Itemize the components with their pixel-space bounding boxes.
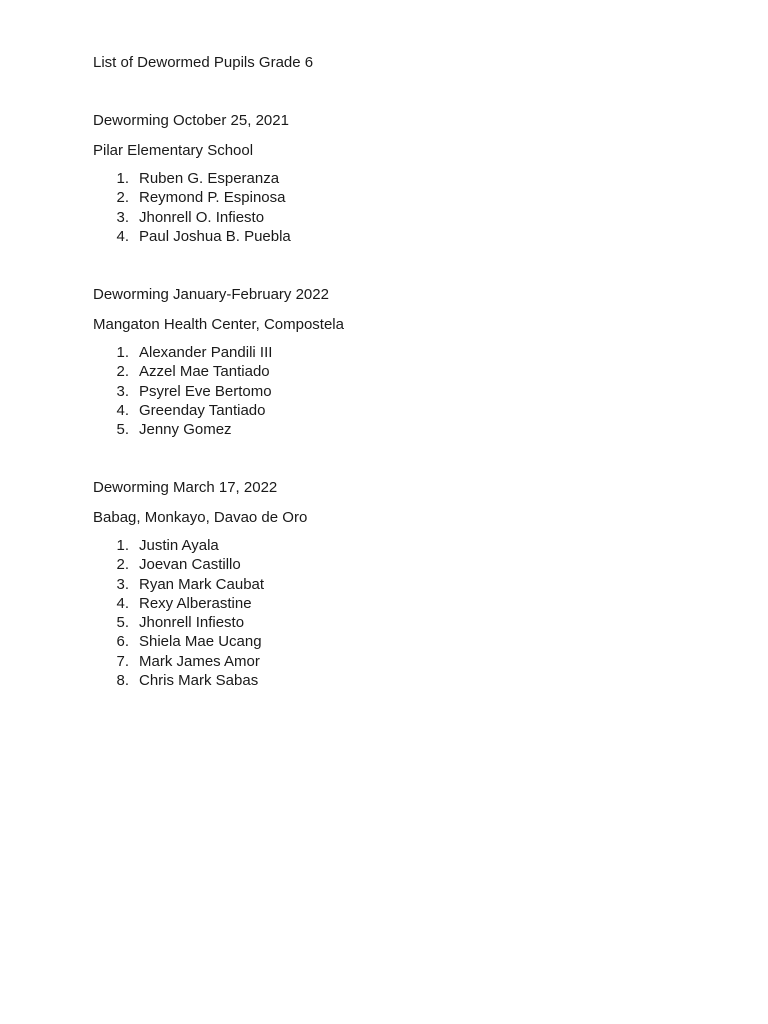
pupil-list	[93, 169, 289, 246]
list-number: 2.	[116, 556, 129, 574]
pupil-name: Joevan Castillo	[139, 556, 241, 574]
pupil-name: Psyrel Eve Bertomo	[139, 382, 272, 400]
section-heading: Deworming January-February 2022	[93, 286, 329, 303]
list-item	[93, 555, 307, 574]
list-item	[93, 613, 307, 632]
pupil-name: Azzel Mae Tantiado	[139, 363, 270, 381]
list-number: 1.	[116, 170, 129, 187]
list-item	[93, 671, 307, 690]
pupil-name: Rexy Alberastine	[139, 594, 252, 612]
section-location: Mangaton Health Center, Compostela	[93, 316, 344, 333]
list-number: 6.	[116, 633, 129, 651]
pupil-name: Greenday Tantiado	[139, 401, 266, 419]
pupil-name: Ryan Mark Caubat	[139, 575, 265, 593]
list-number: 2.	[116, 189, 129, 207]
list-item	[93, 188, 289, 207]
list-number: 3.	[116, 575, 129, 593]
pupil-name: Jenny Gomez	[139, 421, 232, 439]
deworming-section-march-2022	[93, 478, 307, 690]
list-number: 5.	[116, 421, 129, 439]
list-number: 8.	[116, 672, 129, 690]
list-item	[93, 420, 344, 439]
list-number: 5.	[116, 614, 129, 632]
pupil-name: Jhonrell O. Infiesto	[139, 208, 265, 226]
list-item	[93, 632, 307, 651]
list-item	[93, 382, 344, 401]
pupil-name: Reymond P. Espinosa	[139, 189, 286, 207]
list-item	[93, 227, 289, 246]
list-item	[93, 401, 344, 420]
list-item	[93, 575, 307, 594]
list-item	[93, 169, 289, 188]
section-heading: Deworming March 17, 2022	[93, 479, 278, 496]
deworming-section-jan-feb-2022	[93, 285, 344, 439]
pupil-name: Paul Joshua B. Puebla	[139, 227, 291, 245]
document-title: List of Dewormed Pupils Grade 6	[93, 54, 314, 71]
list-item	[93, 536, 307, 555]
list-number: 3.	[116, 208, 129, 226]
pupil-name: Chris Mark Sabas	[139, 672, 259, 690]
list-item	[93, 362, 344, 381]
pupil-name: Alexander Pandili III	[139, 344, 273, 361]
list-number: 7.	[116, 652, 129, 670]
pupil-list	[93, 343, 344, 439]
pupil-list	[93, 536, 307, 690]
list-item	[93, 594, 307, 613]
pupil-name: Shiela Mae Ucang	[139, 633, 262, 651]
list-item	[93, 208, 289, 227]
section-heading: Deworming October 25, 2021	[93, 112, 289, 129]
list-item	[93, 652, 307, 671]
pupil-name: Mark James Amor	[139, 652, 260, 670]
list-number: 1.	[116, 537, 129, 554]
list-number: 4.	[116, 401, 129, 419]
list-number: 4.	[116, 594, 129, 612]
deworming-section-october-2021	[93, 111, 289, 246]
section-location: Pilar Elementary School	[93, 142, 254, 159]
pupil-name: Ruben G. Esperanza	[139, 170, 280, 187]
list-number: 2.	[116, 363, 129, 381]
list-number: 3.	[116, 382, 129, 400]
section-location: Babag, Monkayo, Davao de Oro	[93, 509, 308, 526]
pupil-name: Justin Ayala	[139, 537, 219, 554]
pupil-name: Jhonrell Infiesto	[139, 614, 245, 632]
list-item	[93, 343, 344, 362]
list-number: 4.	[116, 227, 129, 245]
list-number: 1.	[116, 344, 129, 361]
